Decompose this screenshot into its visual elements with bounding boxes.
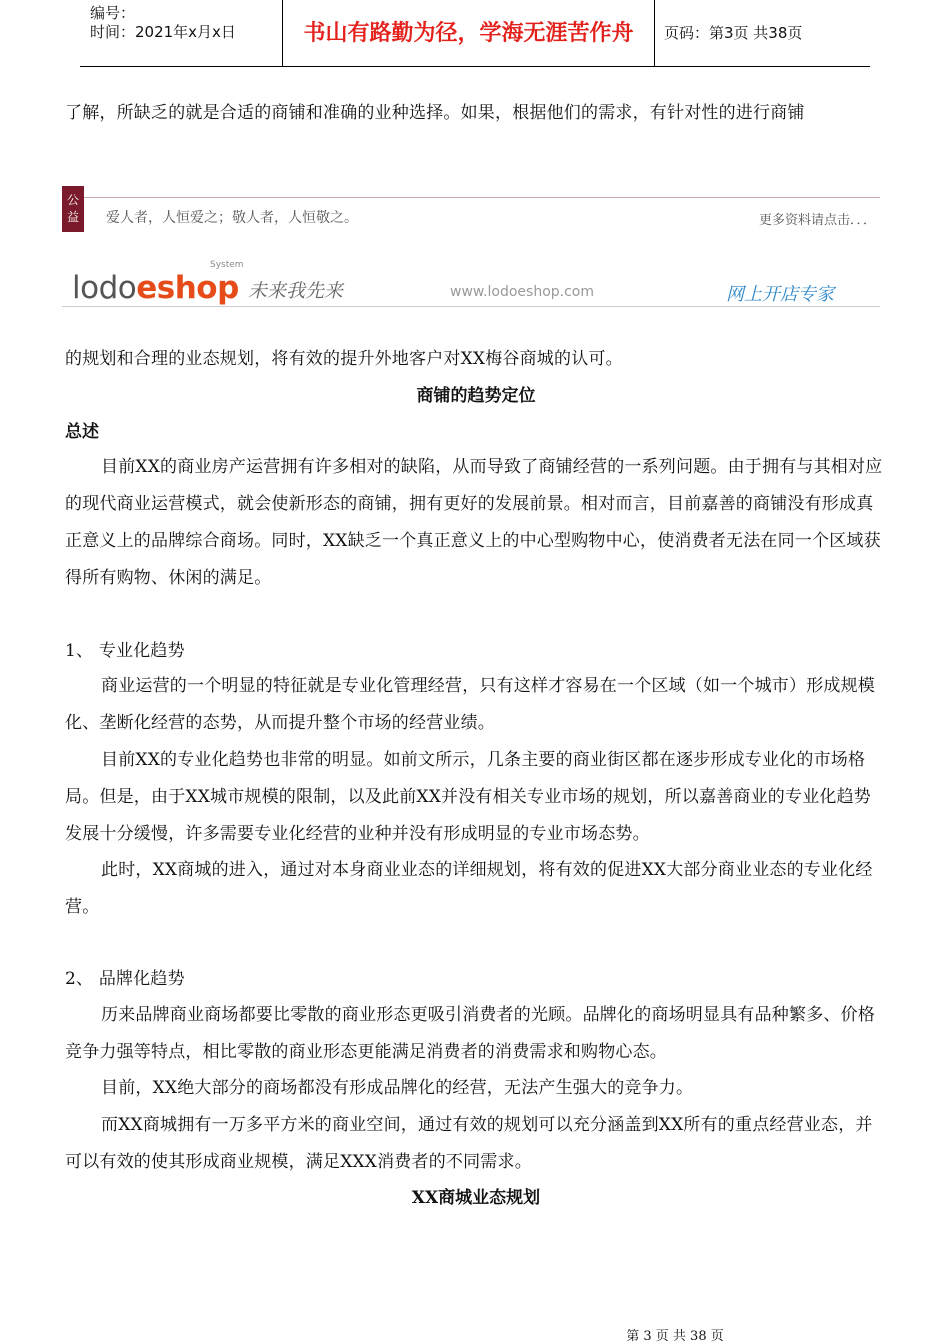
ad-expert: 网上开店专家 — [726, 284, 834, 305]
logo-part-a: lodo — [72, 270, 137, 306]
section-title: 商铺的趋势定位 — [416, 386, 536, 406]
ad-divider-top — [62, 197, 880, 198]
paragraph-top: 了解，所缺乏的就是合适的商铺和准确的业种选择。如果，根据他们的需求，有针对性的进行商铺 — [65, 103, 805, 123]
summary-heading: 总述 — [65, 422, 99, 442]
heading-branding: 2、 品牌化趋势 — [65, 969, 185, 989]
ad-more-link[interactable]: 更多资料请点击．．． — [758, 213, 876, 228]
logo-system: System — [210, 260, 244, 270]
document-header — [80, 0, 870, 67]
header-page-info: 页码：第3页 共38页 — [664, 24, 803, 42]
paragraph-after-ad: 的规划和合理的业态规划，将有效的提升外地客户对XX梅谷商城的认可。 — [65, 349, 623, 369]
header-meta — [80, 0, 282, 66]
paragraph-summary: 目前XX的商业房产运营拥有许多相对的缺陷，从而导致了商铺经营的一系列问题。由于拥有与其相对应的现代商业运营模式，就会使新形态的商铺，拥有更好的发展前景。相对而言，目前嘉善的商铺没有形成真正意义上的品牌综合商场。同时，XX缺乏一个真正意义上的中心型购物中心，使消费者无法在同一个区域获得所有购物、休闲的满足。 — [65, 457, 883, 588]
paragraph-2b: 目前，XX绝大部分的商场都没有形成品牌化的经营，无法产生强大的竞争力。 — [101, 1078, 694, 1098]
page-footer — [0, 1325, 950, 1344]
ad-cn-slogan: 未来我先来 — [248, 280, 344, 302]
paragraph-2a: 历来品牌商业商场都要比零散的商业形态更吸引消费者的光顾。品牌化的商场明显具有品种繁多、价格竞争力强等特点，相比零散的商业形态更能满足消费者的消费需求和购物心态。 — [65, 1005, 875, 1062]
time-label: 时间：2021年x月x日 — [90, 23, 236, 41]
ad-tag: 公益 — [62, 186, 84, 232]
lodoeshop-logo — [72, 260, 244, 306]
paragraph-1a: 商业运营的一个明显的特征就是专业化管理经营，只有这样才容易在一个区域（如一个城市）形成规模化、垄断化经营的态势，从而提升整个市场的经营业绩。 — [65, 676, 875, 733]
paragraph-1b: 目前XX的专业化趋势也非常的明显。如前文所示，几条主要的商业街区都在逐步形成专业化的市场格局。但是，由于XX城市规模的限制，以及此前XX并没有相关专业市场的规划，所以嘉善商业的专业化趋势发展十分缓慢，许多需要专业化经营的业种并没有形成明显的专业市场态势。 — [65, 750, 872, 844]
header-motto-cell — [282, 0, 655, 66]
header-motto: 书山有路勤为径，学海无涯苦作舟 — [303, 20, 634, 46]
footer-page-number: 第 3 页 共 38 页 — [626, 1329, 724, 1344]
section-title-2: XX商城业态规划 — [411, 1188, 541, 1208]
ad-banner[interactable] — [62, 186, 880, 308]
paragraph-2c: 而XX商城拥有一万多平方米的商业空间，通过有效的规划可以充分涵盖到XX所有的重点经营业态，并可以有效的使其形成商业规模，满足XXX消费者的不同需求。 — [65, 1115, 873, 1172]
number-label: 编号： — [90, 4, 136, 22]
ad-url[interactable]: www.lodoeshop.com — [450, 284, 595, 300]
ad-divider-bottom — [62, 306, 880, 307]
ad-slogan: 爱人者，人恒爱之；敬人者，人恒敬之。 — [106, 210, 358, 226]
heading-specialization: 1、 专业化趋势 — [65, 641, 185, 661]
paragraph-1c: 此时，XX商城的进入，通过对本身商业业态的详细规划，将有效的促进XX大部分商业业态的专业化经营。 — [65, 860, 873, 917]
logo-part-b: eshop — [136, 270, 239, 306]
